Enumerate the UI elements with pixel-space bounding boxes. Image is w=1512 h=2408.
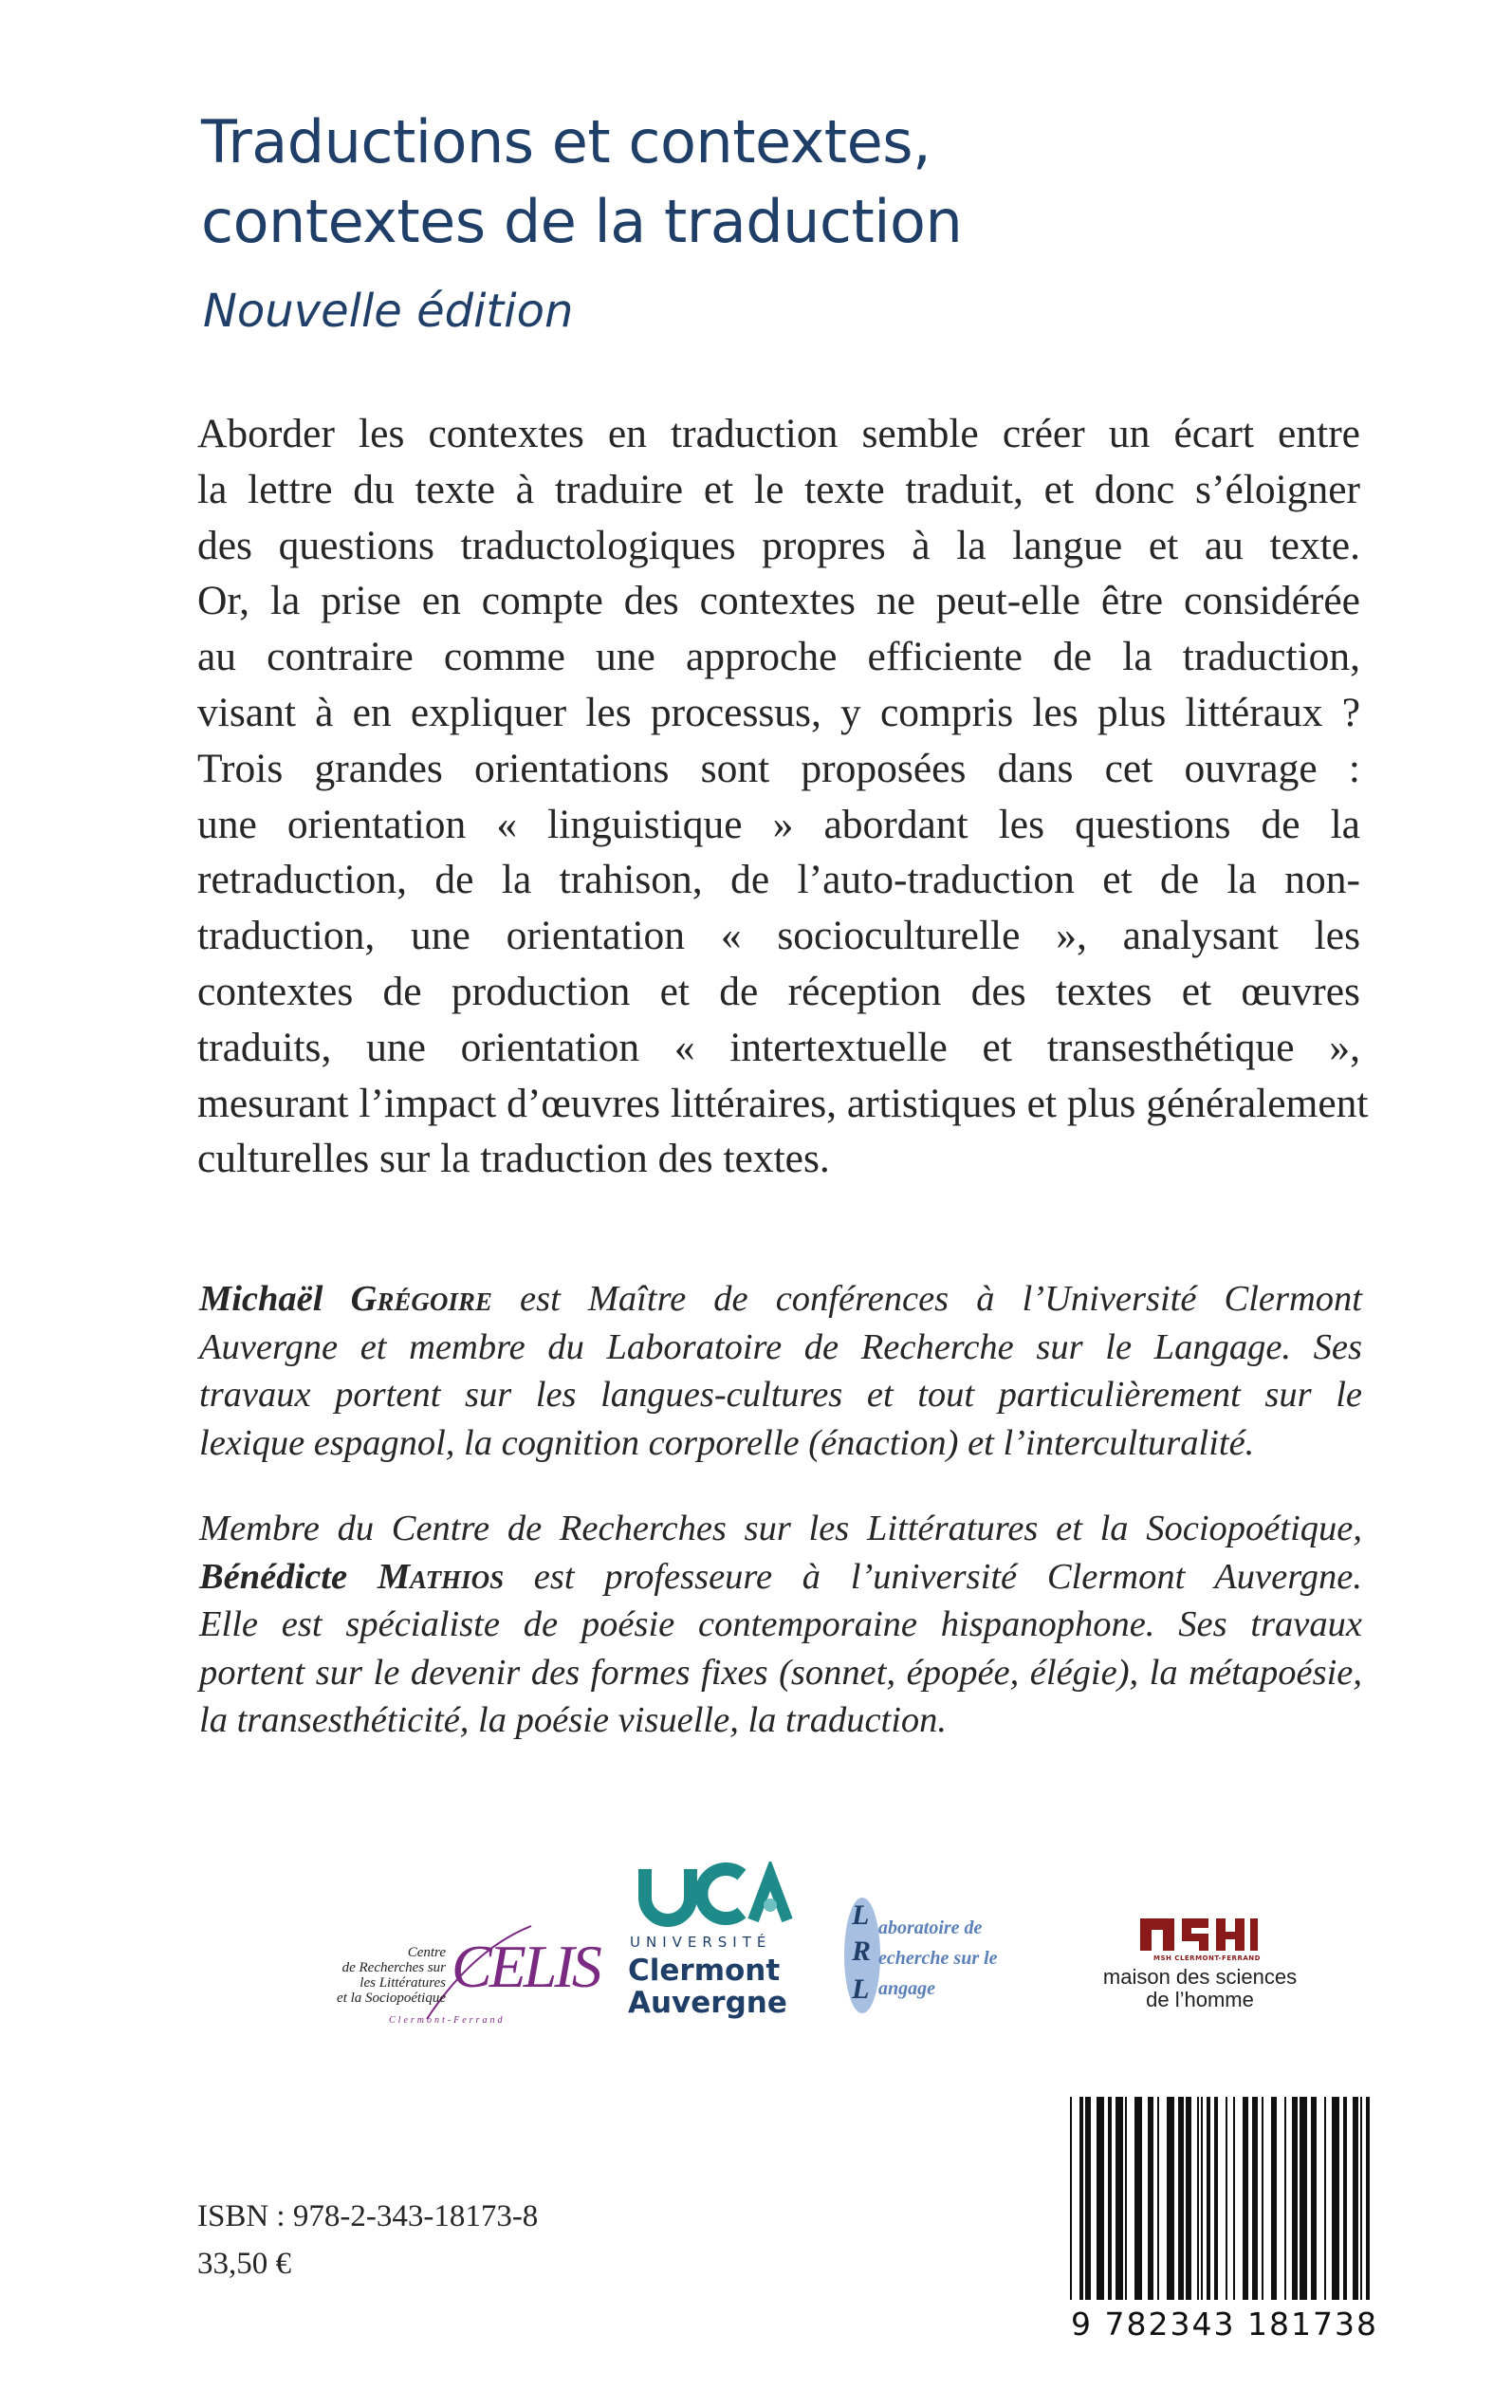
celis-location: Clermont-Ferrand bbox=[389, 2015, 506, 2026]
barcode-bar bbox=[1292, 2097, 1298, 2300]
summary-line: traduction, une orientation « socioculturelle », analysant les bbox=[197, 913, 1360, 959]
barcode-bar bbox=[1226, 2097, 1227, 2300]
msh-name bbox=[1091, 1966, 1309, 2011]
celis-caption bbox=[337, 1945, 446, 2006]
bio-text: est professeure à l’université Clermont Auvergne. bbox=[504, 1556, 1362, 1597]
celis-caption-line: Centre bbox=[407, 1945, 446, 1960]
uca-mark-icon bbox=[637, 1862, 799, 1928]
barcode-bar bbox=[1125, 2097, 1127, 2300]
lrl-letter: L bbox=[852, 1973, 870, 2005]
barcode-bar bbox=[1186, 2097, 1191, 2300]
bio-line: Membre du Centre de Recherches sur les Littératures et la Sociopoétique, bbox=[199, 1509, 1362, 1548]
title-line-2: contextes de la traduction bbox=[201, 187, 963, 256]
summary-line: mesurant l’impact d’œuvres littéraires, artistiques et plus généralement bbox=[197, 1080, 1369, 1126]
author-surname: Mathios bbox=[377, 1556, 505, 1597]
barcode-bar bbox=[1097, 2097, 1104, 2300]
summary-line: Trois grandes orientations sont proposées dans cet ouvrage : bbox=[197, 745, 1360, 791]
barcode-bar bbox=[1252, 2097, 1258, 2300]
barcode-bar bbox=[1157, 2097, 1159, 2300]
summary-line: contextes de production et de réception des textes et œuvres bbox=[197, 968, 1360, 1014]
summary-line: Or, la prise en compte des contextes ne peut-elle être considérée bbox=[197, 578, 1360, 624]
summary-line: retraduction, de la trahison, de l’auto-traduction et de la non- bbox=[197, 857, 1360, 903]
summary-line: visant à en expliquer les processus, y compris les plus littéraux ? bbox=[197, 689, 1360, 735]
author-first-name: Michaël bbox=[199, 1279, 351, 1319]
lrl-text: echerche sur le bbox=[878, 1948, 998, 1969]
summary-line: culturelles sur la traduction des textes. bbox=[197, 1136, 830, 1182]
uca-universite: UNIVERSITÉ bbox=[630, 1934, 772, 1951]
barcode-bar bbox=[1207, 2097, 1210, 2300]
bio-line: portent sur le devenir des formes fixes (sonnet, épopée, élégie), la métapoésie, bbox=[199, 1652, 1362, 1693]
barcode-bar bbox=[1366, 2097, 1370, 2300]
barcode-bar bbox=[1343, 2097, 1347, 2300]
msh-mark-icon bbox=[1140, 1915, 1260, 1953]
barcode-bar bbox=[1311, 2097, 1317, 2300]
barcode-bar bbox=[1079, 2097, 1083, 2300]
barcode bbox=[1062, 2097, 1385, 2342]
author-surname: Grégoire bbox=[350, 1279, 492, 1319]
barcode-bar bbox=[1070, 2097, 1072, 2300]
barcode-bar bbox=[1271, 2097, 1277, 2300]
barcode-bar bbox=[1324, 2097, 1326, 2300]
bio-line: la transesthéticité, la poésie visuelle, la traduction. bbox=[199, 1700, 948, 1740]
barcode-bar bbox=[1300, 2097, 1307, 2300]
celis-caption-line: les Littératures bbox=[360, 1975, 446, 1991]
lrl-letter: L bbox=[852, 1899, 870, 1931]
celis-wordmark: CELIS bbox=[452, 1933, 599, 2000]
bio-text: est Maître de conférences à l’Université Clermont bbox=[491, 1279, 1362, 1319]
author-bio-mathios bbox=[199, 1505, 1362, 1745]
lrl-text: aboratoire de bbox=[878, 1917, 983, 1938]
barcode-bar bbox=[1233, 2097, 1235, 2300]
barcode-bar bbox=[1148, 2097, 1153, 2300]
summary-line: une orientation « linguistique » abordant les questions de la bbox=[197, 801, 1360, 847]
price: 33,50 € bbox=[197, 2247, 291, 2281]
uca-auvergne: Auvergne bbox=[628, 1986, 787, 2020]
bio-line: lexique espagnol, la cognition corporelle (énaction) et l’interculturalité. bbox=[199, 1422, 1255, 1463]
barcode-bar bbox=[1134, 2097, 1142, 2300]
barcode-bar bbox=[1116, 2097, 1123, 2300]
barcode-bar bbox=[1284, 2097, 1286, 2300]
barcode-bar bbox=[1108, 2097, 1112, 2300]
barcode-bar bbox=[1360, 2097, 1362, 2300]
barcode-bar bbox=[1197, 2097, 1199, 2300]
isbn: ISBN : 978-2-343-18173-8 bbox=[197, 2199, 539, 2233]
barcode-bar bbox=[1353, 2097, 1358, 2300]
barcode-digits: 9 782343 181738 bbox=[1071, 2306, 1378, 2343]
summary-line: traduits, une orientation « intertextuelle et transesthétique », bbox=[197, 1024, 1360, 1070]
lrl-text: angage bbox=[878, 1978, 935, 1999]
title-line-1: Traductions et contextes, bbox=[201, 107, 931, 176]
bio-line: travaux portent sur les langues-cultures et tout particulièrement sur le bbox=[199, 1375, 1362, 1415]
barcode-bar bbox=[1243, 2097, 1248, 2300]
lrl-logo bbox=[844, 1888, 1062, 2021]
barcode-bar bbox=[1167, 2097, 1174, 2300]
author-first-name: Bénédicte bbox=[199, 1556, 378, 1597]
book-title bbox=[201, 102, 962, 262]
bio-line: Elle est spécialiste de poésie contemporaine hispanophone. Ses travaux bbox=[199, 1604, 1362, 1644]
barcode-bar bbox=[1085, 2097, 1091, 2300]
barcode-bar bbox=[1332, 2097, 1339, 2300]
summary-line: Aborder les contextes en traduction semble créer un écart entre bbox=[197, 411, 1360, 456]
summary-line: des questions traductologiques propres à la langue et au texte. bbox=[197, 522, 1360, 568]
msh-caption: MSH CLERMONT-FERRAND bbox=[1153, 1954, 1261, 1962]
bio-line bbox=[199, 1275, 1362, 1324]
uca-clermont: Clermont bbox=[628, 1954, 781, 1988]
author-bio-gregoire bbox=[199, 1275, 1362, 1467]
book-subtitle: Nouvelle édition bbox=[203, 285, 574, 338]
summary-line: la lettre du texte à traduire et le texte traduit, et donc s’éloigner bbox=[197, 466, 1360, 512]
barcode-bar bbox=[1178, 2097, 1184, 2300]
bio-line: Auvergne et membre du Laboratoire de Recherche sur le Langage. Ses bbox=[199, 1326, 1362, 1367]
celis-caption-line: de Recherches sur bbox=[341, 1960, 446, 1975]
msh-logo bbox=[1091, 1915, 1309, 2019]
uca-logo bbox=[626, 1862, 816, 2023]
celis-logo bbox=[285, 1917, 599, 2030]
lrl-letter: R bbox=[852, 1936, 872, 1967]
summary-paragraph bbox=[197, 406, 1369, 1187]
barcode-bars-icon bbox=[1062, 2097, 1385, 2304]
msh-name-line: maison des sciences bbox=[1102, 1965, 1298, 1989]
summary-line: au contraire comme une approche efficiente de la traduction, bbox=[197, 634, 1360, 680]
bio-line bbox=[199, 1553, 1362, 1602]
msh-name-line: de l’homme bbox=[1146, 1988, 1254, 2011]
barcode-bar bbox=[1201, 2097, 1203, 2300]
barcode-bar bbox=[1262, 2097, 1263, 2300]
barcode-bar bbox=[1214, 2097, 1218, 2300]
celis-caption-line: et la Sociopoétique bbox=[337, 1991, 446, 2006]
